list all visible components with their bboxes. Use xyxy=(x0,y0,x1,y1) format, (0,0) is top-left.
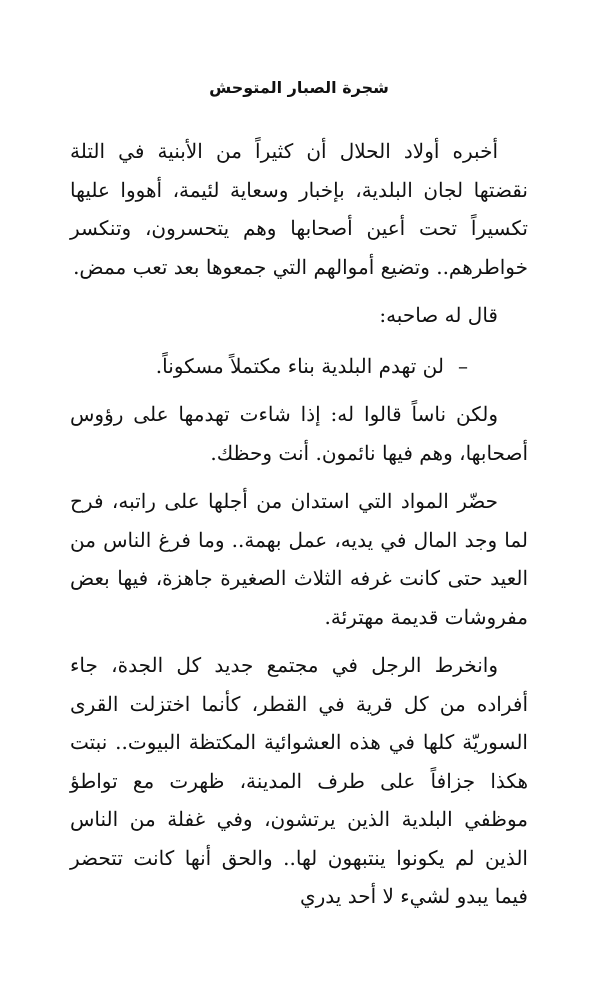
book-page xyxy=(70,72,528,916)
paragraph-3: ولكن ناساً قالوا له: إذا شاءت تهدمها على رؤوس أصحابها، وهم فيها نائمون. أنت وحظك. xyxy=(70,402,528,465)
paragraph-5: وانخرط الرجل في مجتمع جديد كل الجدة، جاء أفراده من كل قرية في القطر، كأنما اختزلت القرى السوريّة كلها في هذه العشوائية المكتظة البيوت.. نبتت هكذا جزافاً على طرف المدينة، ظهرت مع تواطؤ موظفي البلدية الذين يرتشون، وفي غفلة من الناس الذين لم يكونوا ينتبهون لها.. والحق أنها كانت تتحضر فيما يبدو لشيء لا أحد يدري xyxy=(70,653,528,908)
paragraph-1: أخبره أولاد الحلال أن كثيراً من الأبنية في التلة نقضتها لجان البلدية، بإخبار وسعاية لئيمة، أهووا عليها تكسيراً تحت أعين أصحابها وهم يتحسرون، وتنكسر خواطرهم.. وتضيع أموالهم التي جمعوها بعد تعب ممض. xyxy=(70,139,528,279)
chapter-title: شجرة الصبار المتوحش xyxy=(209,78,389,97)
dialogue-line xyxy=(70,347,528,386)
paragraph-4: حضّر المواد التي استدان من أجلها على راتبه، فرح لما وجد المال في يديه، عمل بهمة.. وما فرغ الناس من العيد حتى كانت غرفه الثلاث الصغيرة جاهزة، فيها بعض مفروشات قديمة مهترئة. xyxy=(70,489,528,629)
dialogue-text: لن تهدم البلدية بناء مكتملاً مسكوناً. xyxy=(155,353,444,378)
dialogue-dash: – xyxy=(458,353,468,378)
paragraph-2: قال له صاحبه: xyxy=(379,303,498,327)
